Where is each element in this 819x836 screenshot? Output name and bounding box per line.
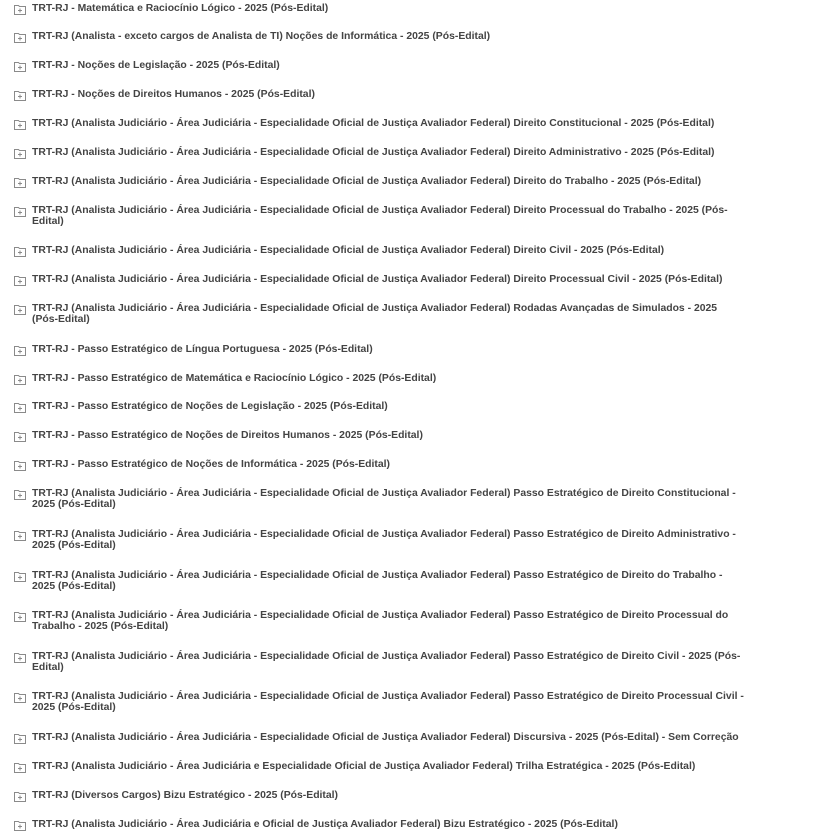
folder-plus-icon — [14, 345, 26, 356]
folder-plus-icon — [14, 61, 26, 72]
course-item-label: TRT-RJ (Analista Judiciário - Área Judiciária - Especialidade Oficial de Justiça Avaliador Federal) Rodadas Avançadas de Simulados - 2025 (Pós-Edital) — [32, 303, 718, 325]
course-item-label: TRT-RJ (Analista Judiciário - Área Judiciária - Especialidade Oficial de Justiça Avaliador Federal) Direito Constitucional - 2025 (Pós-Edital) — [32, 118, 715, 129]
folder-plus-icon — [14, 90, 26, 101]
folder-plus-icon — [14, 275, 26, 286]
folder-plus-icon — [14, 4, 26, 15]
folder-plus-icon — [14, 652, 26, 663]
folder-plus-icon — [14, 571, 26, 582]
course-item-label: TRT-RJ (Analista Judiciário - Área Judiciária - Especialidade Oficial de Justiça Avaliador Federal) Passo Estratégico de Direito Processual Civil - 2025 (Pós-Edital) — [32, 691, 744, 713]
folder-plus-icon — [14, 460, 26, 471]
folder-plus-icon — [14, 611, 26, 622]
folder-plus-icon — [14, 762, 26, 773]
course-item-label: TRT-RJ (Analista Judiciário - Área Judiciária - Especialidade Oficial de Justiça Avaliador Federal) Passo Estratégico de Direito Administrativo - 2025 (Pós-Edital) — [32, 529, 736, 551]
course-item-label: TRT-RJ (Analista Judiciário - Área Judiciária - Especialidade Oficial de Justiça Avaliador Federal) Passo Estratégico de Direito Civil - 2025 (Pós-Edital) — [32, 651, 741, 673]
folder-plus-icon — [14, 119, 26, 130]
course-item-label: TRT-RJ (Analista Judiciário - Área Judiciária - Especialidade Oficial de Justiça Avaliador Federal) Discursiva - 2025 (Pós-Edital) - Sem Correção — [32, 732, 739, 743]
folder-plus-icon — [14, 304, 26, 315]
course-item-label: TRT-RJ (Analista Judiciário - Área Judiciária - Especialidade Oficial de Justiça Avaliador Federal) Direito Processual do Trabalho - 2025 (Pós-Edital) — [32, 205, 728, 227]
folder-plus-icon — [14, 733, 26, 744]
course-item-label: TRT-RJ - Matemática e Raciocínio Lógico - 2025 (Pós-Edital) — [32, 3, 329, 14]
course-item-label: TRT-RJ (Analista Judiciário - Área Judiciária - Especialidade Oficial de Justiça Avaliador Federal) Direito do Trabalho - 2025 (Pós-Edital) — [32, 176, 702, 187]
folder-plus-icon — [14, 431, 26, 442]
folder-plus-icon — [14, 148, 26, 159]
folder-plus-icon — [14, 530, 26, 541]
folder-plus-icon — [14, 791, 26, 802]
course-item-label: TRT-RJ (Analista Judiciário - Área Judiciária - Especialidade Oficial de Justiça Avaliador Federal) Direito Administrativo - 2025 (Pós-Edital) — [32, 147, 715, 158]
folder-plus-icon — [14, 32, 26, 43]
course-item-label: TRT-RJ - Passo Estratégico de Noções de Informática - 2025 (Pós-Edital) — [32, 459, 390, 470]
folder-plus-icon — [14, 692, 26, 703]
course-item-label: TRT-RJ - Passo Estratégico de Língua Portuguesa - 2025 (Pós-Edital) — [32, 344, 373, 355]
folder-plus-icon — [14, 177, 26, 188]
course-item-label: TRT-RJ (Analista Judiciário - Área Judiciária - Especialidade Oficial de Justiça Avaliador Federal) Passo Estratégico de Direito do Trabalho - 2025 (Pós-Edital) — [32, 570, 723, 592]
folder-plus-icon — [14, 374, 26, 385]
course-item-label: TRT-RJ - Passo Estratégico de Noções de Legislação - 2025 (Pós-Edital) — [32, 401, 388, 412]
course-item-label: TRT-RJ (Diversos Cargos) Bizu Estratégico - 2025 (Pós-Edital) — [32, 790, 339, 801]
course-item-label: TRT-RJ - Passo Estratégico de Matemática e Raciocínio Lógico - 2025 (Pós-Edital) — [32, 373, 437, 384]
course-item-label: TRT-RJ (Analista Judiciário - Área Judiciária - Especialidade Oficial de Justiça Avaliador Federal) Passo Estratégico de Direito Processual do Trabalho - 2025 (Pós-Edital) — [32, 610, 729, 632]
folder-plus-icon — [14, 489, 26, 500]
folder-plus-icon — [14, 820, 26, 831]
folder-plus-icon — [14, 246, 26, 257]
course-item-label: TRT-RJ (Analista Judiciário - Área Judiciária e Oficial de Justiça Avaliador Federal) Bizu Estratégico - 2025 (Pós-Edital) — [32, 819, 618, 830]
course-item-label: TRT-RJ (Analista Judiciário - Área Judiciária - Especialidade Oficial de Justiça Avaliador Federal) Passo Estratégico de Direito Constitucional - 2025 (Pós-Edital) — [32, 488, 736, 510]
course-item-label: TRT-RJ (Analista Judiciário - Área Judiciária - Especialidade Oficial de Justiça Avaliador Federal) Direito Civil - 2025 (Pós-Edital) — [32, 245, 665, 256]
course-item-label: TRT-RJ (Analista Judiciário - Área Judiciária - Especialidade Oficial de Justiça Avaliador Federal) Direito Processual Civil - 2025 (Pós-Edital) — [32, 274, 723, 285]
course-item-label: TRT-RJ (Analista Judiciário - Área Judiciária e Especialidade Oficial de Justiça Avaliador Federal) Trilha Estratégica - 2025 (Pós-Edital) — [32, 761, 696, 772]
folder-plus-icon — [14, 206, 26, 217]
course-item-label: TRT-RJ (Analista - exceto cargos de Analista de TI) Noções de Informática - 2025 (Pós-Edital) — [32, 31, 491, 42]
folder-plus-icon — [14, 402, 26, 413]
course-item-label: TRT-RJ - Passo Estratégico de Noções de Direitos Humanos - 2025 (Pós-Edital) — [32, 430, 423, 441]
course-item-label: TRT-RJ - Noções de Legislação - 2025 (Pós-Edital) — [32, 60, 280, 71]
course-item-label: TRT-RJ - Noções de Direitos Humanos - 2025 (Pós-Edital) — [32, 89, 315, 100]
